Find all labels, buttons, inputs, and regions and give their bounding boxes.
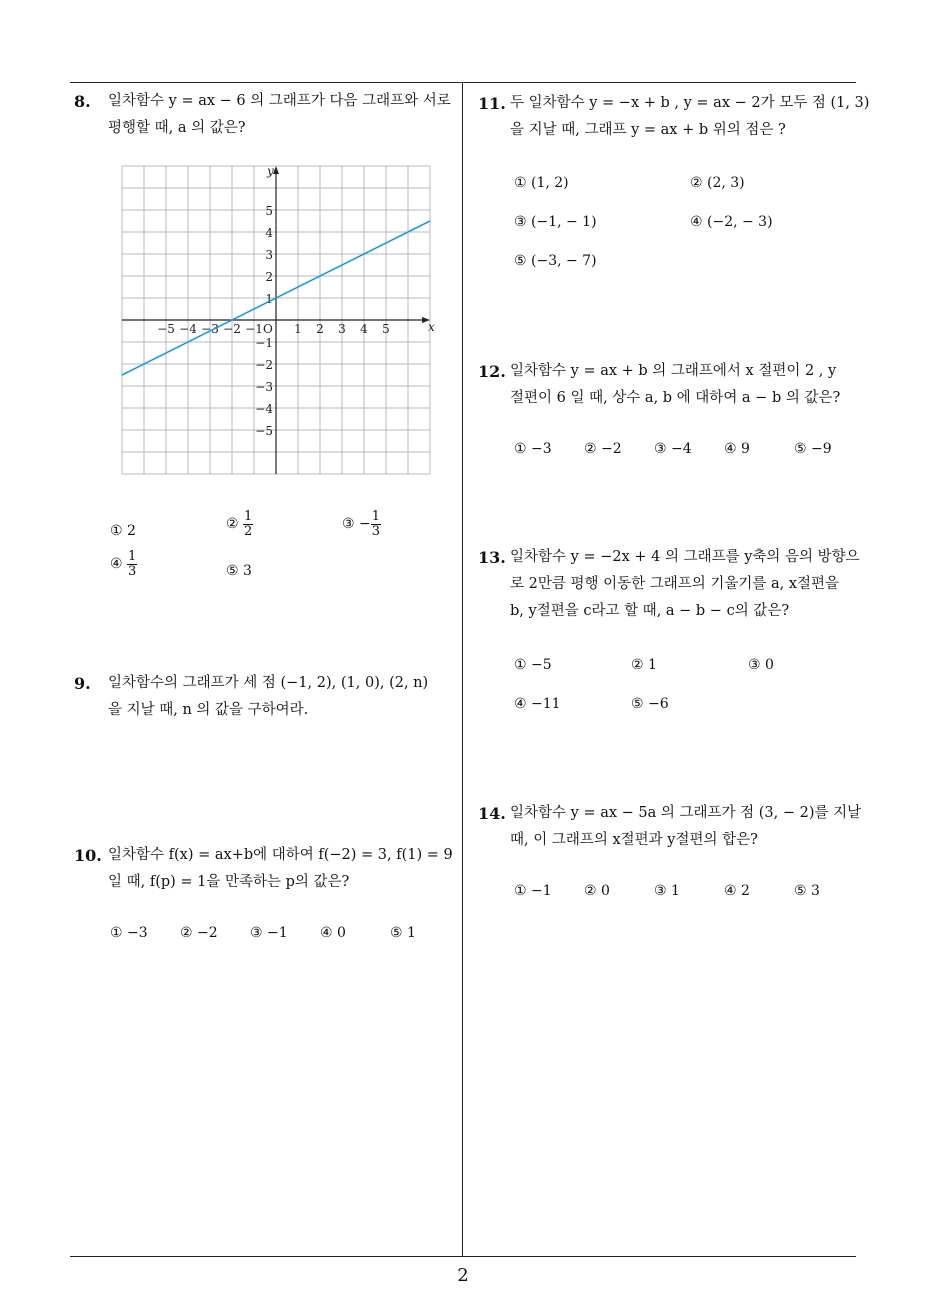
option-3[interactable]: ③ 0 (748, 657, 774, 673)
option-4[interactable]: ④ 0 (320, 925, 346, 941)
question-text-line: 두 일차함수 y = −x + b , y = ax − 2가 모두 점 (1, 3) (510, 95, 870, 111)
answer-options (74, 509, 459, 579)
page-number: 2 (457, 1265, 469, 1286)
question-12 (478, 358, 863, 468)
y-tick-label: 2 (265, 270, 273, 284)
x-tick-label: 2 (316, 322, 324, 336)
option-1[interactable]: ① −1 (514, 883, 552, 899)
question-number: 12. (478, 362, 506, 381)
tick-labels (157, 164, 435, 438)
fraction: $\frac{1}{2}$ (244, 509, 253, 539)
option-4[interactable]: ④ 2 (724, 883, 750, 899)
option-3[interactable]: ③ 1 (654, 883, 680, 899)
question-number: 11. (478, 94, 506, 113)
question-number: 14. (478, 804, 506, 823)
question-text-line: 을 지날 때, n 의 값을 구하여라. (108, 702, 309, 718)
question-number: 8. (74, 92, 91, 111)
answer-options (478, 878, 863, 900)
option-5[interactable]: ⑤ (−3, − 7) (514, 253, 597, 269)
answer-options (478, 170, 863, 270)
option-4[interactable]: ④ $\frac{1}{3}$ (110, 549, 137, 579)
coordinate-graph (122, 162, 435, 474)
origin-label: O (263, 322, 273, 336)
option-5[interactable]: ⑤ 1 (390, 925, 416, 941)
question-10 (74, 842, 459, 952)
option-1[interactable]: ① −5 (514, 657, 552, 673)
question-text-line: 일차함수 f(x) = ax+b에 대하여 f(−2) = 3, f(1) = 9 (108, 847, 453, 863)
option-4[interactable]: ④ −11 (514, 696, 561, 712)
option-5[interactable]: ⑤ −9 (794, 441, 832, 457)
option-1[interactable]: ① (1, 2) (514, 175, 569, 191)
question-9 (74, 670, 459, 730)
x-tick-label: −2 (223, 322, 241, 336)
fraction: $\frac{1}{3}$ (128, 549, 137, 579)
option-4[interactable]: ④ 9 (724, 441, 750, 457)
x-tick-label: −5 (157, 322, 175, 336)
option-5[interactable]: ⑤ 3 (794, 883, 820, 899)
answer-options (74, 920, 459, 942)
option-5[interactable]: ⑤ −6 (631, 696, 669, 712)
option-1[interactable]: ① −3 (514, 441, 552, 457)
question-11 (478, 90, 870, 270)
y-tick-label: −2 (255, 358, 273, 372)
bottom-rule (70, 1256, 856, 1257)
option-3[interactable]: ③ −1 (250, 925, 288, 941)
question-13 (478, 544, 863, 714)
y-tick-label: −3 (255, 380, 273, 394)
option-2[interactable]: ② (2, 3) (690, 175, 745, 191)
question-text-line: 일차함수 y = ax + b 의 그래프에서 x 절편이 2 , y (510, 363, 837, 379)
question-text-line: 평행할 때, a 의 값은? (108, 120, 246, 136)
y-axis-label: y (267, 164, 274, 178)
x-tick-label: −4 (179, 322, 197, 336)
y-tick-label: 3 (265, 248, 273, 262)
top-rule (70, 82, 856, 83)
option-4[interactable]: ④ (−2, − 3) (690, 214, 773, 230)
question-text-line: 일차함수 y = ax − 5a 의 그래프가 점 (3, − 2)를 지날 (510, 805, 862, 821)
option-1[interactable]: ① −3 (110, 925, 148, 941)
question-text-line: 을 지날 때, 그래프 y = ax + b 위의 점은 ? (510, 122, 786, 138)
option-2[interactable]: ② 1 (631, 657, 657, 673)
y-tick-label: 5 (265, 204, 273, 218)
y-tick-label: −4 (255, 402, 273, 416)
option-3[interactable]: ③ (−1, − 1) (514, 214, 597, 230)
x-tick-label: −1 (245, 322, 263, 336)
option-2[interactable]: ② −2 (180, 925, 218, 941)
x-tick-label: 5 (382, 322, 390, 336)
y-tick-label: −1 (255, 336, 273, 350)
axes (122, 166, 430, 474)
y-tick-label: −5 (255, 424, 273, 438)
question-text-line: 일차함수의 그래프가 세 점 (−1, 2), (1, 0), (2, n) (108, 675, 429, 691)
x-tick-label: 1 (294, 322, 302, 336)
x-tick-label: 3 (338, 322, 346, 336)
question-number: 13. (478, 548, 506, 567)
option-1[interactable]: ① 2 (110, 523, 136, 539)
question-text-line: b, y절편을 c라고 할 때, a − b − c의 값은? (510, 603, 790, 619)
question-number: 9. (74, 674, 91, 693)
x-tick-label: −3 (201, 322, 219, 336)
question-text-line: 일차함수 y = −2x + 4 의 그래프를 y축의 음의 방향으 (510, 549, 860, 565)
question-text-line: 때, 이 그래프의 x절편과 y절편의 합은? (510, 832, 758, 848)
answer-options (478, 436, 863, 458)
column-divider (462, 82, 463, 1256)
question-text-line: 로 2만큼 평행 이동한 그래프의 기울기를 a, x절편을 (510, 576, 840, 592)
option-2[interactable]: ② $\frac{1}{2}$ (226, 509, 253, 539)
option-2[interactable]: ② −2 (584, 441, 622, 457)
answer-options (478, 652, 863, 712)
y-tick-label: 1 (265, 292, 273, 306)
x-tick-label: 4 (360, 322, 368, 336)
y-tick-label: 4 (265, 226, 273, 240)
question-text-line: 일차함수 y = ax − 6 의 그래프가 다음 그래프와 서로 (108, 93, 451, 109)
option-5[interactable]: ⑤ 3 (226, 563, 252, 579)
question-text-line: 절편이 6 일 때, 상수 a, b 에 대하여 a − b 의 값은? (510, 390, 841, 406)
question-number: 10. (74, 846, 102, 865)
question-text-line: 일 때, f(p) = 1을 만족하는 p의 값은? (108, 874, 350, 890)
option-3[interactable]: ③ − $\frac{1}{3}$ (342, 509, 381, 539)
y-axis-arrow (273, 166, 279, 174)
x-axis-label: x (428, 320, 435, 334)
option-2[interactable]: ② 0 (584, 883, 610, 899)
question-14 (478, 800, 863, 910)
question-8 (74, 88, 459, 598)
fraction: $\frac{1}{3}$ (371, 509, 381, 539)
option-3[interactable]: ③ −4 (654, 441, 692, 457)
